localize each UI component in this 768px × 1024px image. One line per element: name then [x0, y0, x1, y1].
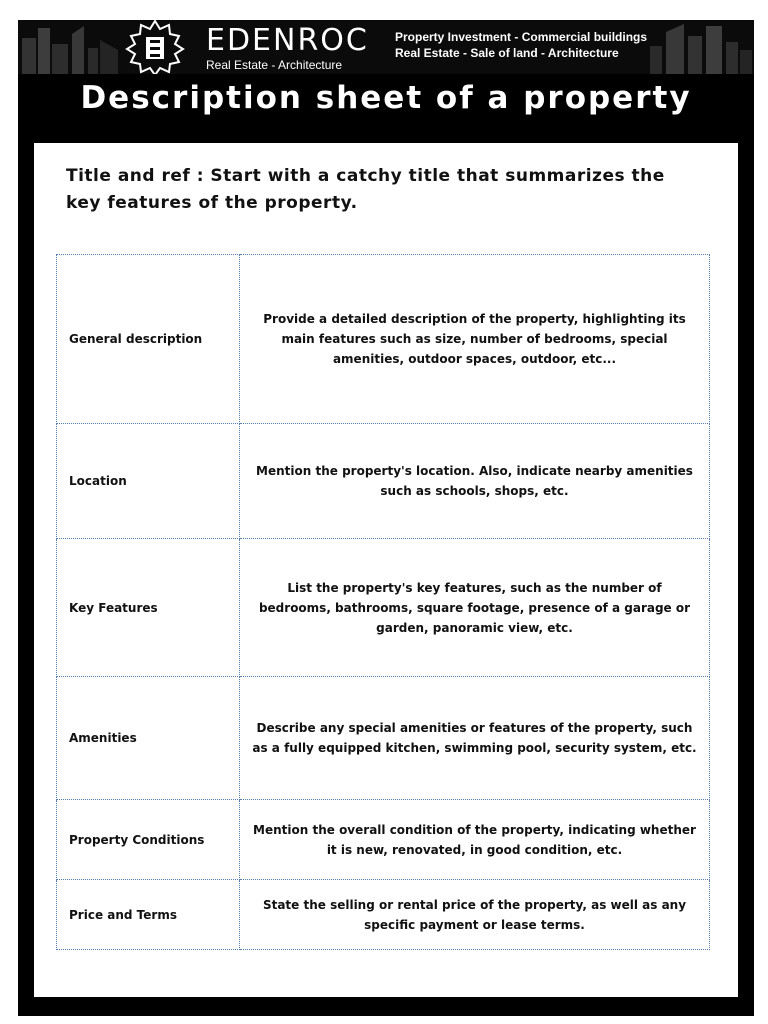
property-spec-table	[56, 254, 710, 950]
table-row	[57, 800, 710, 880]
row-label: Amenities	[57, 677, 240, 800]
intro-text: Title and ref : Start with a catchy title that summarizes the key features of the property.	[66, 166, 665, 213]
row-label: Key Features	[57, 539, 240, 677]
table-row	[57, 255, 710, 424]
header-banner	[18, 20, 754, 74]
table-row	[57, 880, 710, 950]
brand-name: EDENROC	[206, 23, 369, 58]
description-sheet	[34, 143, 738, 997]
city-skyline-icon	[18, 20, 128, 74]
brand-tagline: Real Estate - Architecture	[206, 58, 343, 72]
table-row	[57, 424, 710, 539]
edenroc-star-logo-icon	[124, 20, 186, 74]
services-line-1: Property Investment - Commercial buildings	[395, 30, 648, 44]
row-description: Mention the property's location. Also, indicate nearby amenities such as schools, shops, etc.	[240, 424, 710, 539]
row-label: Property Conditions	[57, 800, 240, 880]
page-frame	[18, 20, 754, 1016]
row-description: Describe any special amenities or features of the property, such as a fully equipped kitchen, swimming pool, security system, etc.	[240, 677, 710, 800]
row-label: Location	[57, 424, 240, 539]
row-label: Price and Terms	[57, 880, 240, 950]
row-description: State the selling or rental price of the property, as well as any specific payment or lease terms.	[240, 880, 710, 950]
row-description: List the property's key features, such as the number of bedrooms, bathrooms, square footage, presence of a garage or garden, panoramic view, etc.	[240, 539, 710, 677]
row-description: Provide a detailed description of the property, highlighting its main features such as size, number of bedrooms, special amenities, outdoor spaces, outdoor, etc...	[240, 255, 710, 424]
services-line-2: Real Estate - Sale of land - Architecture	[395, 46, 619, 60]
row-label: General description	[57, 255, 240, 424]
table-row	[57, 539, 710, 677]
page-title: Description sheet of a property	[80, 80, 692, 116]
table-row	[57, 677, 710, 800]
city-skyline-icon	[644, 20, 754, 74]
row-description: Mention the overall condition of the property, indicating whether it is new, renovated, in good condition, etc.	[240, 800, 710, 880]
